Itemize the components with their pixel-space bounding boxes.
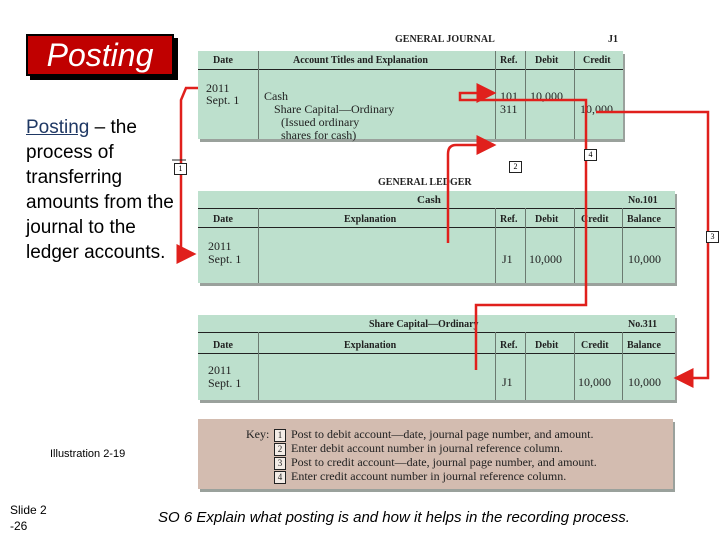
key-item bbox=[274, 469, 566, 484]
arrow-3 bbox=[596, 112, 708, 378]
key-label: Key: bbox=[246, 427, 270, 441]
journal-title: GENERAL JOURNAL bbox=[395, 34, 495, 45]
journal-header-credit: Credit bbox=[583, 55, 611, 66]
cash-header-date: Date bbox=[213, 214, 233, 225]
marker-3: 3 bbox=[706, 231, 719, 243]
cash-account-number: No.101 bbox=[628, 195, 658, 206]
journal-date-year: 2011 bbox=[206, 81, 230, 95]
slide-number bbox=[10, 502, 47, 534]
study-objective-footer: SO 6 Explain what posting is and how it helps in the recording process. bbox=[158, 509, 630, 526]
share-date-year: 2011 bbox=[208, 363, 232, 377]
cash-date-day: Sept. 1 bbox=[208, 252, 242, 266]
journal-credit-amount: 10,000 bbox=[580, 102, 613, 116]
key-number: 3 bbox=[274, 457, 286, 470]
key-text: Enter credit account number in journal reference column. bbox=[291, 469, 567, 483]
slide-title: Posting bbox=[26, 34, 174, 76]
key-number: 2 bbox=[274, 443, 286, 456]
share-header-ref: Ref. bbox=[500, 340, 518, 351]
journal-header-account: Account Titles and Explanation bbox=[293, 55, 428, 66]
share-balance: 10,000 bbox=[628, 375, 661, 389]
cash-ref: J1 bbox=[502, 252, 513, 266]
cash-header-explanation: Explanation bbox=[344, 214, 397, 225]
journal-explanation-1: (Issued ordinary bbox=[281, 115, 360, 129]
slide-number-line2: -26 bbox=[10, 519, 28, 533]
share-header-explanation: Explanation bbox=[344, 340, 397, 351]
key-text: Enter debit account number in journal reference column. bbox=[291, 441, 563, 455]
key-item bbox=[274, 441, 563, 456]
cash-header-balance: Balance bbox=[627, 214, 661, 225]
marker-4: 4 bbox=[584, 149, 597, 161]
share-header-credit: Credit bbox=[581, 340, 609, 351]
journal-account-debit: Cash bbox=[264, 89, 288, 103]
journal-header-ref: Ref. bbox=[500, 55, 518, 66]
cash-debit: 10,000 bbox=[529, 252, 562, 266]
share-header-date: Date bbox=[213, 340, 233, 351]
journal-debit-amount: 10,000 bbox=[530, 89, 563, 103]
arrow-4 bbox=[460, 93, 586, 370]
key-item bbox=[274, 427, 593, 442]
cash-account-name: Cash bbox=[417, 194, 441, 206]
journal-header-debit: Debit bbox=[535, 55, 559, 66]
journal-account-credit: Share Capital—Ordinary bbox=[274, 102, 395, 116]
slide-number-line1: Slide 2 bbox=[10, 503, 47, 517]
definition-body: – the process of transferring amounts from the journal to the ledger accounts. bbox=[26, 117, 174, 263]
cash-date-year: 2011 bbox=[208, 239, 232, 253]
marker-1: 1 bbox=[174, 163, 187, 175]
journal-ref-credit: 311 bbox=[500, 102, 518, 116]
definition-term: Posting bbox=[26, 117, 90, 138]
key-number: 1 bbox=[274, 429, 286, 442]
journal-date-day: Sept. 1 bbox=[206, 93, 240, 107]
cash-balance: 10,000 bbox=[628, 252, 661, 266]
cash-header-debit: Debit bbox=[535, 214, 559, 225]
share-credit: 10,000 bbox=[578, 375, 611, 389]
key-number: 4 bbox=[274, 471, 286, 484]
share-header-balance: Balance bbox=[627, 340, 661, 351]
share-account-number: No.311 bbox=[628, 319, 658, 330]
share-header-debit: Debit bbox=[535, 340, 559, 351]
ledger-title: GENERAL LEDGER bbox=[378, 177, 472, 188]
journal-header-date: Date bbox=[213, 55, 233, 66]
cash-header-credit: Credit bbox=[581, 214, 609, 225]
illustration-label: Illustration 2-19 bbox=[50, 448, 126, 460]
key-item bbox=[274, 455, 597, 470]
share-ref: J1 bbox=[502, 375, 513, 389]
share-date-day: Sept. 1 bbox=[208, 376, 242, 390]
arrow-2 bbox=[448, 145, 494, 243]
journal-explanation-2: shares for cash) bbox=[281, 128, 357, 142]
share-account-name: Share Capital—Ordinary bbox=[369, 319, 479, 330]
journal-page: J1 bbox=[608, 34, 618, 45]
key-text: Post to credit account—date, journal page number, and amount. bbox=[291, 455, 597, 469]
journal-ref-debit: 101 bbox=[500, 89, 518, 103]
key-text: Post to debit account—date, journal page number, and amount. bbox=[291, 427, 594, 441]
key-legend bbox=[198, 419, 673, 489]
cash-header-ref: Ref. bbox=[500, 214, 518, 225]
marker-2: 2 bbox=[509, 161, 522, 173]
